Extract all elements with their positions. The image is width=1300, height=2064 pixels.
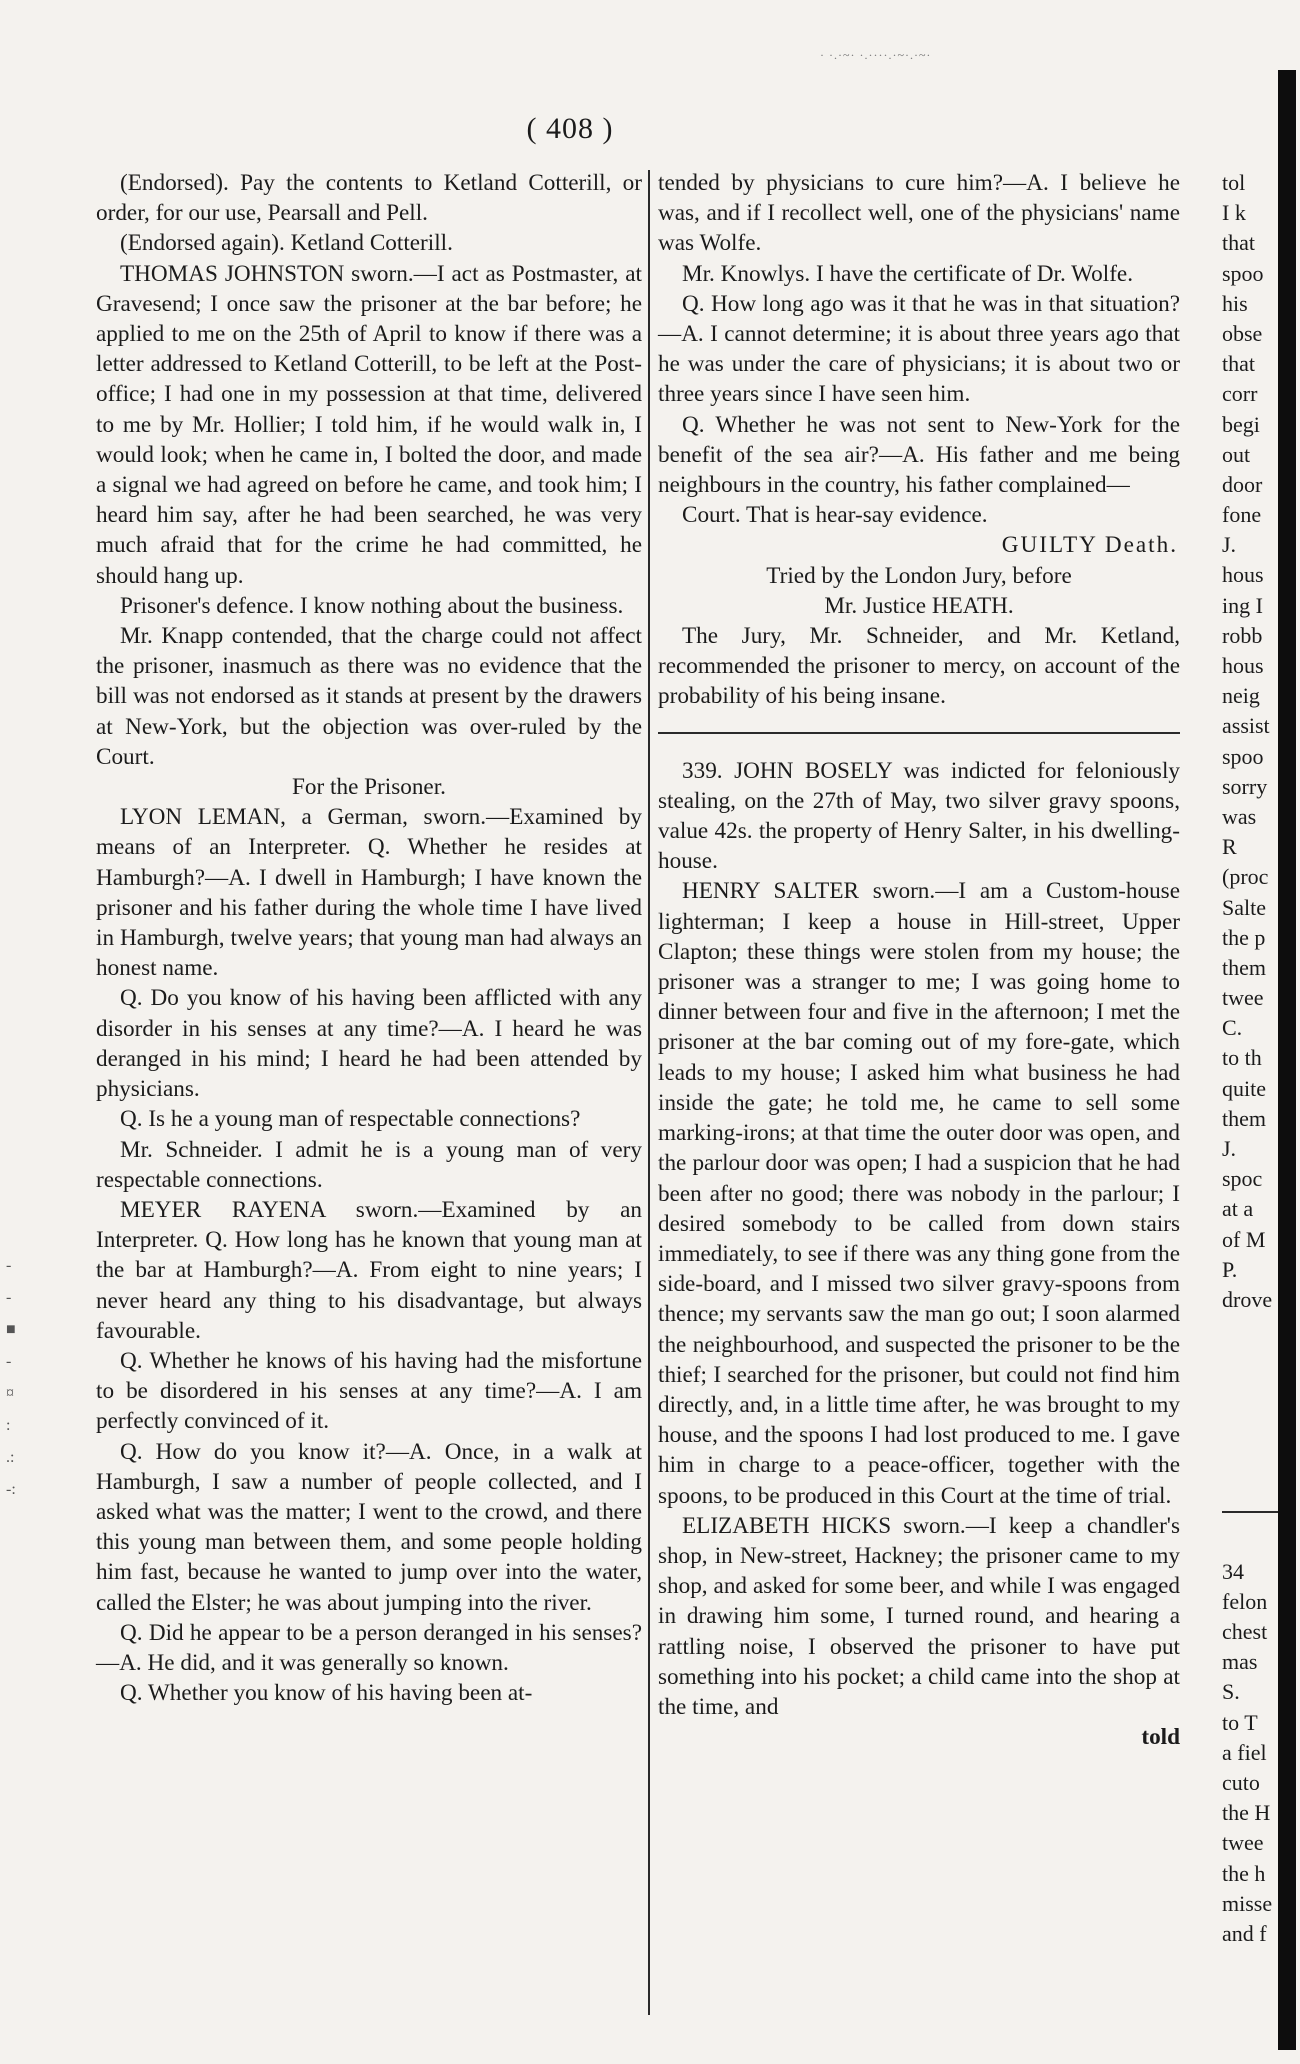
fragment-line: that [1222, 351, 1255, 377]
fragment-line: the p [1222, 924, 1266, 950]
margin-tick: -: [6, 1481, 16, 1498]
fragment-line: chest [1222, 1619, 1268, 1644]
paragraph: Mr. Knapp contended, that the charge could not affect the prisoner, inasmuch as there was no evidence that the bill was not endorsed as it stands at present by the drawers at New-York, but the objection was over-ruled by the Court. [96, 623, 642, 770]
fragment-line: neig [1222, 683, 1260, 709]
paragraph: For the Prisoner. [292, 774, 446, 801]
fragment-line: (proc [1222, 864, 1269, 890]
binding-edge [1278, 70, 1296, 2050]
paragraph: (Endorsed). Pay the contents to Ketland Cotterill, or order, for our use, Pearsall and Pell. [96, 170, 642, 227]
page-number: ( 408 ) [526, 112, 614, 145]
paragraph: Mr. Justice HEATH. [824, 592, 1014, 619]
fragment-line: out [1222, 441, 1251, 467]
fragment-line: quite [1222, 1075, 1266, 1101]
fragment-line [1222, 1315, 1274, 1345]
margin-tick: .: [6, 1449, 15, 1466]
paragraph: HENRY SALTER sworn.—I am a Custom-house lighterman; I keep a house in Hill-street, Upper Clapton; these things were stolen from my house; the prisoner was a stranger to me; I was going home to dinner between four and five in the afternoon; I met the prisoner at the bar coming out of my fore-gate, which leads to my house; I asked him what business he had inside the gate; he told me, he came to sell some marking-irons; at that time the outer door was open, and the parlour door was open; I had a suspicion that he had been after no good; there was nobody in the parlour; I desired somebody to be called from down stairs immediately, to see if there was any thing gone from the side-board, and I missed two silver gravy-spoons from thence; my servants saw the man go out; I soon alarmed the neighbourhood, and suspected the prisoner to be the thief; I searched for the prisoner, but could not find him directly, and, in a little time after, he was brought to my house, and the spoons I had lost produced to me. I gave him in charge to a peace-officer, together with the spoons, to be produced in this Court at the time of trial. [658, 878, 1180, 1509]
fragment-line [1222, 1406, 1274, 1436]
paragraph: Q. How do you know it?—A. Once, in a walk at Hamburgh, I saw a number of people collected, and I asked what was the matter; I went to the crowd, and there this young man between them, and some people holding him fast, because he wanted to jump over into the water, called the Elster; he was about jumping into the river. [96, 1438, 642, 1616]
margin-tick: ¤ [6, 1385, 14, 1402]
fragment-line: spoc [1222, 1166, 1263, 1192]
column-rule [648, 170, 650, 2015]
paragraph: Q. Did he appear to be a person deranged in his senses?—A. He did, and it was generally so known. [96, 1619, 642, 1676]
fragment-line: corr [1222, 381, 1258, 407]
fragment-line: R [1222, 834, 1237, 860]
paragraph: The Jury, Mr. Schneider, and Mr. Ketland, recommended the prisoner to mercy, on account of the probability of his being insane. [658, 623, 1180, 710]
paragraph: Court. That is hear-say evidence. [682, 502, 988, 529]
margin-tick: - [6, 1289, 12, 1306]
fragment-line: fone [1222, 502, 1262, 528]
margin-tick: ■ [6, 1321, 16, 1338]
paragraph: Mr. Knowlys. I have the certificate of Dr. Wolfe. [682, 260, 1134, 287]
next-page-rule [1222, 1511, 1282, 1513]
paragraph: Q. Whether you know of his having been at- [120, 1680, 533, 1707]
paragraph: Q. Do you know of his having been afflicted with any disorder in his senses at any time?—A. I heard he was deranged in his mind; I heard he had been attended by physicians. [96, 985, 642, 1103]
paragraph: GUILTY Death. [1001, 532, 1178, 559]
fragment-line: the h [1222, 1860, 1266, 1886]
fragment-line: twee [1222, 1830, 1264, 1856]
fragment-line [1222, 1436, 1274, 1466]
fragment-line: obse [1222, 320, 1263, 346]
paragraph: tended by physicians to cure him?—A. I believe he was, and if I recollect well, one of the physicians' name was Wolfe. [658, 170, 1180, 257]
paragraph: Prisoner's defence. I know nothing about the business. [120, 592, 624, 619]
paragraph: 339. JOHN BOSELY was indicted for feloniously stealing, on the 27th of May, two silver gravy spoons, value 42s. the property of Henry Salter, in his dwelling-house. [658, 757, 1180, 875]
fragment-line: hous [1222, 562, 1264, 588]
fragment-line: a fiel [1222, 1739, 1267, 1765]
fragment-line: tol [1222, 170, 1246, 195]
fragment-line: sorry [1222, 773, 1268, 799]
fragment-line: I k [1222, 200, 1246, 226]
fragment-line: door [1222, 471, 1263, 497]
fragment-line: felon [1222, 1588, 1268, 1614]
margin-tick: : [6, 1417, 11, 1434]
paragraph: Tried by the London Jury, before [766, 562, 1072, 589]
fragment-line: mas [1222, 1649, 1258, 1675]
fragment-line: drove [1222, 1286, 1273, 1312]
fragment-line: was [1222, 803, 1257, 829]
paragraph: LYON LEMAN, a German, sworn.—Examined by means of an Interpreter. Q. Whether he resides at Hamburgh?—A. I dwell in Hamburgh; I have known the prisoner and his father during the whole time I have lived in Hamburgh, twelve years; that young man had always an honest name. [96, 804, 642, 982]
paragraph: ELIZABETH HICKS sworn.—I keep a chandler's shop, in New-street, Hackney; the prisoner came to my shop, and asked for some beer, and while I was engaged in drawing him some, I turned round, and hearing a rattling noise, I observed the prisoner to have put something into his pocket; a child came into the shop at the time, and [658, 1512, 1180, 1720]
fragment-line: Salte [1222, 894, 1266, 920]
paragraph: (Endorsed again). Ketland Cotterill. [120, 230, 453, 257]
fragment-line [1222, 1526, 1274, 1556]
fragment-line: at a [1222, 1196, 1254, 1222]
catchword: told [1141, 1724, 1180, 1751]
fragment-line: ing I [1222, 592, 1263, 618]
fragment-line [1222, 1466, 1274, 1496]
middle-column [658, 168, 1180, 1752]
margin-tick: - [6, 1257, 12, 1274]
paragraph: THOMAS JOHNSTON sworn.—I act as Postmaster, at Gravesend; I once saw the prisoner at the bar before; he applied to me on the 25th of April to know if there was a letter addressed to Ketland Cotterill, to be left at the Post-office; I had one in my possession at that time, delivered to me by Mr. Hollier; I told him, if he would walk in, I would look; when he came in, I bolted the door, and made a signal we had agreed on before he came, and took him; I heard him say, after he had been searched, he was very much afraid that for the crime he had committed, he should hang up. [96, 260, 642, 589]
fragment-line: 34 [1222, 1558, 1244, 1584]
fragment-line: J. [1222, 532, 1237, 558]
fragment-line: misse [1222, 1890, 1273, 1916]
paragraph: Q. Whether he was not sent to New-York for the benefit of the sea air?—A. His father and me being neighbours in the country, his father complained— [658, 411, 1180, 499]
fragment-line: the H [1222, 1800, 1271, 1826]
fragment-line: them [1222, 954, 1266, 980]
fragment-line: to T [1222, 1709, 1258, 1735]
next-page-fragments [1222, 168, 1274, 2048]
fragment-line: P. [1222, 1256, 1238, 1282]
left-column [96, 168, 642, 1708]
paragraph: MEYER RAYENA sworn.—Examined by an Interpreter. Q. How long has he known that young man at the bar at Hamburgh?—A. From eight to nine years; I never heard any thing to his disadvantage, but always favourable. [96, 1196, 642, 1344]
paragraph: Q. How long ago was it that he was in that situation?—A. I cannot determine; it is about three years ago that he was under the care of physicians; it is about two or three years since I have seen him. [658, 290, 1180, 408]
fragment-line: spoo [1222, 743, 1264, 769]
fragment-line: to th [1222, 1045, 1262, 1071]
fragment-line: his [1222, 290, 1248, 316]
fragment-line: assist [1222, 713, 1270, 739]
paragraph: Q. Is he a young man of respectable connections? [120, 1106, 581, 1133]
fragment-line: them [1222, 1105, 1266, 1131]
fragment-line: S. [1222, 1679, 1240, 1705]
fragment-line: that [1222, 230, 1255, 256]
fragment-line: J. [1222, 1136, 1237, 1161]
fragment-line: of M [1222, 1226, 1266, 1252]
fragment-line: cuto [1222, 1769, 1260, 1795]
fragment-line: C. [1222, 1015, 1243, 1041]
fragment-line: begi [1222, 411, 1260, 437]
top-scan-noise: · ·.·~· ·.····.·~·.·~· [820, 48, 932, 62]
fragment-line: robb [1222, 622, 1263, 648]
margin-ticks [6, 1250, 26, 1506]
fragment-line: spoo [1222, 260, 1264, 286]
fragment-line [1222, 1376, 1274, 1406]
section-rule [658, 732, 1180, 734]
paragraph: Mr. Schneider. I admit he is a young man of very respectable connections. [96, 1136, 642, 1193]
fragment-line [1222, 1345, 1274, 1375]
fragment-line: twee [1222, 985, 1264, 1011]
margin-tick: - [6, 1353, 12, 1370]
paragraph: Q. Whether he knows of his having had the misfortune to be disordered in his senses at any time?—A. I am perfectly convinced of it. [96, 1347, 642, 1435]
fragment-line: and f [1222, 1920, 1267, 1946]
fragment-line: hous [1222, 653, 1264, 678]
